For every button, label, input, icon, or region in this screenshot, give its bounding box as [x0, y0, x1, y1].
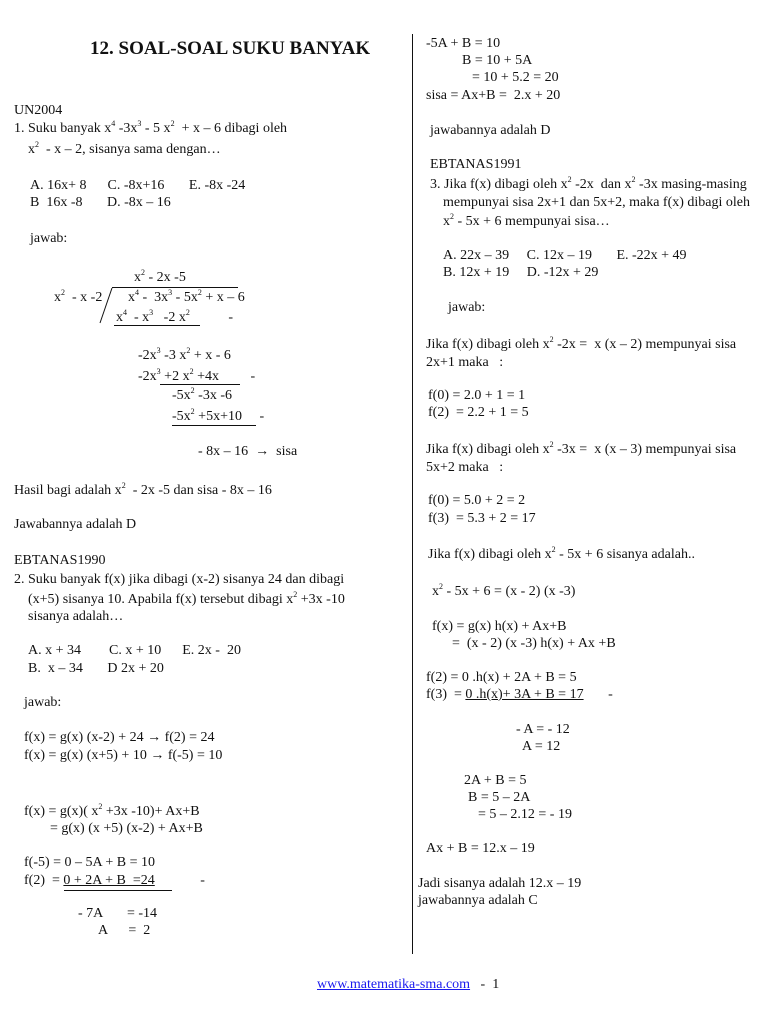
q3-jawab: jawab: — [448, 300, 486, 315]
q2-text-line1: 2. Suku banyak f(x) jika dibagi (x-2) sisanya 24 dan dibagi — [14, 572, 345, 587]
q3-e4: A = 12 — [522, 739, 561, 754]
q1-options-row1: A. 16x+ 8 C. -8x+16 E. -8x -24 — [30, 178, 246, 193]
division-line-3 — [172, 425, 256, 426]
q1-options-row2: B 16x -8 D. -8x – 16 — [30, 195, 171, 210]
q2c-l4: sisa = Ax+B = 2.x + 20 — [426, 88, 561, 103]
division-line-2 — [160, 384, 240, 385]
q3-e5: 2A + B = 5 — [464, 773, 527, 788]
q3-options-row2: B. 12x + 19 D. -12x + 29 — [443, 265, 599, 280]
q1-answer: Jawabannya adalah D — [14, 517, 137, 532]
q3-para3: Jika f(x) dibagi oleh $x^2 - 5x + 6$ sisanya adalah.. — [428, 545, 695, 562]
q2-eq8: A = 2 — [98, 923, 151, 938]
q3-f0-b: f(0) = 5.0 + 2 = 2 — [428, 493, 526, 508]
q3-para2: Jika f(x) dibagi oleh $x^2$ -3x = x (x – 3) mempunyai sisa — [426, 440, 737, 457]
q3-text-line2: mempunyai sisa 2x+1 dan 5x+2, maka f(x) dibagi oleh — [443, 195, 751, 210]
q2-eq3: f(x) = g(x)( $x^2 +3x$ -10)+ Ax+B — [24, 802, 200, 819]
q1-text-line2: $x^2$ - x – 2, sisanya sama dengan… — [28, 140, 221, 157]
q3-options-row1: A. 22x – 39 C. 12x – 19 E. -22x + 49 — [443, 248, 687, 263]
column-divider — [412, 34, 413, 954]
q3-para1-cont: 2x+1 maka : — [426, 355, 504, 370]
division-step2: $-2x^3 +2$ $x^2 +4x$ - — [138, 367, 256, 384]
q2-jawab: jawab: — [24, 695, 62, 710]
q1-text: 1. Suku banyak $x^4$ $-3x^3 - 5$ $x^2 + x - 6$ dibagi oleh — [14, 119, 288, 136]
q3-text-line3: $x^2 - 5x + 6$ mempunyai sisa… — [443, 212, 610, 229]
q3-source: EBTANAS1991 — [430, 157, 522, 172]
division-bracket — [98, 287, 114, 325]
q2-eq7: - 7A = -14 — [78, 906, 158, 921]
division-quotient: $x^2 - 2x$ -5 — [134, 268, 186, 285]
q2c-l1: -5A + B = 10 — [426, 36, 501, 51]
q2-source: EBTANAS1990 — [14, 553, 106, 568]
q1-jawab: jawab: — [30, 231, 68, 246]
q3-f0-a: f(0) = 2.0 + 1 = 1 — [428, 388, 526, 403]
q3-factor: $x^2 - 5x + 6 = (x - 2)$ (x -3) — [432, 582, 576, 599]
q3-para1: Jika f(x) dibagi oleh $x^2$ -2x = x (x – 2) mempunyai sisa — [426, 335, 737, 352]
q3-f3-b: f(3) = 5.3 + 2 = 17 — [428, 511, 536, 526]
q2-text-line3: sisanya adalah… — [28, 609, 124, 624]
page-title: 12. SOAL-SOAL SUKU BANYAK — [90, 38, 371, 59]
q2c-l3: = 10 + 5.2 = 20 — [472, 70, 559, 85]
division-divisor: $x^2$ - x -2 — [54, 288, 103, 305]
q3-g2: = (x - 2) (x -3) h(x) + Ax +B — [452, 636, 616, 651]
q3-para2-cont: 5x+2 maka : — [426, 460, 504, 475]
q2-answer: jawabannya adalah D — [430, 123, 551, 138]
q3-e8: Ax + B = 12.x – 19 — [426, 841, 535, 856]
q3-e2: f(3) = 0 .h(x)+ 3A + B = 17 - — [426, 687, 613, 702]
q2-eq1: f(x) = g(x) (x-2) + 24 → f(2) = 24 — [24, 730, 215, 745]
footer — [310, 962, 499, 992]
q2-eq5: f(-5) = 0 – 5A + B = 10 — [24, 855, 156, 870]
q2-subtract-line — [64, 890, 172, 891]
division-remainder2: $-5x^2$ -3x -6 — [172, 386, 232, 403]
q3-e6: B = 5 – 2A — [468, 790, 531, 805]
q1-source: UN2004 — [14, 103, 63, 118]
q2-options-row1: A. x + 34 C. x + 10 E. 2x - 20 — [28, 643, 241, 658]
q3-e1: f(2) = 0 .h(x) + 2A + B = 5 — [426, 670, 577, 685]
q3-conclusion: Jadi sisanya adalah 12.x – 19 — [418, 876, 582, 891]
division-line-1 — [114, 325, 200, 326]
q3-e7: = 5 – 2.12 = - 19 — [478, 807, 572, 822]
page-number: - 1 — [480, 977, 500, 992]
q3-e3: - A = - 12 — [516, 722, 570, 737]
q2-eq2: f(x) = g(x) (x+5) + 10 → f(-5) = 10 — [24, 748, 223, 763]
q2-eq4: = g(x) (x +5) (x-2) + Ax+B — [50, 821, 203, 836]
division-remainder1: $-2x^3$ -3 $x^2 + x - 6$ — [138, 346, 231, 363]
q2-eq6: f(2) = 0 + 2A + B =24 - — [24, 873, 205, 888]
q3-answer: jawabannya adalah C — [418, 893, 538, 908]
q3-g1: f(x) = g(x) h(x) + Ax+B — [432, 619, 567, 634]
q2-text-line2: (x+5) sisanya 10. Apabila f(x) tersebut dibagi $x^2 +3x$ -10 — [28, 590, 345, 607]
q2-options-row2: B. x – 34 D 2x + 20 — [28, 661, 164, 676]
q2c-l2: B = 10 + 5A — [462, 53, 533, 68]
division-remainder: - 8x – 16 → sisa — [198, 444, 298, 459]
division-step3: $-5x^2 +5x+10$ - — [172, 407, 265, 424]
footer-link[interactable]: www.matematika-sma.com — [317, 977, 471, 992]
q3-f2-a: f(2) = 2.2 + 1 = 5 — [428, 405, 529, 420]
division-step1: $x^4 - x^3$ -2 $x^2$ - — [116, 308, 234, 325]
division-bar — [112, 287, 238, 288]
q3-text-line1: 3. Jika f(x) dibagi oleh $x^2$ -2x dan $x^2$ -3x masing-masing — [430, 175, 747, 192]
q1-result: Hasil bagi adalah $x^2 - 2x$ -5 dan sisa - 8x – 16 — [14, 481, 272, 498]
division-dividend: $x^4 - 3x^3 - 5x^2 + x - 6$ — [128, 288, 245, 305]
